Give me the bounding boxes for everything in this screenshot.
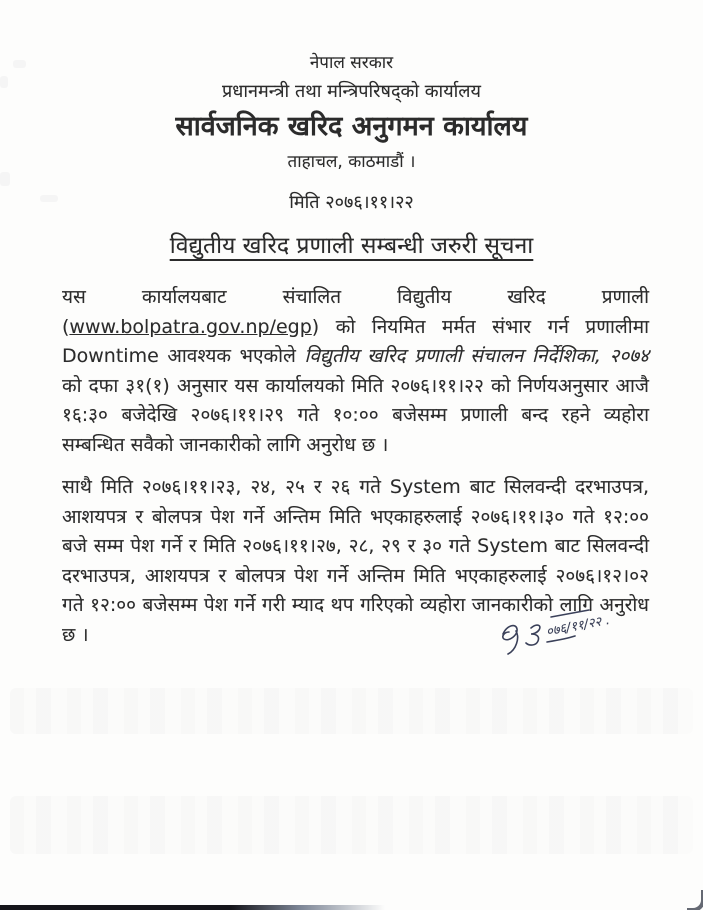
scan-corner-artifact — [687, 890, 703, 910]
scan-smudge — [13, 60, 26, 68]
signature-scribble-icon — [489, 598, 669, 662]
scan-smudge — [0, 76, 8, 88]
parent-office-name: प्रधानमन्त्री तथा मन्त्रिपरिषद्को कार्यालय — [222, 81, 481, 102]
paragraph-segment: विद्युतीय खरिद प्रणाली संचालन निर्देशिका, २०७४ — [304, 345, 650, 367]
bleed-through-band — [10, 688, 693, 734]
notice-paragraph-1 — [62, 283, 649, 460]
paragraph-segment: ) को नियमित मर्मत संभार गर्न प्रणालीमा Downtime आवश्यक भएकोले — [62, 315, 649, 367]
scan-smudge — [0, 172, 10, 186]
paragraph-segment: यस कार्यालयबाट संचालित विद्युतीय खरिद प्रणाली ( — [62, 286, 649, 338]
government-name: नेपाल सरकार — [309, 53, 394, 73]
bleed-through-band — [10, 796, 693, 854]
signature-date: ०७६/११/२२ . — [544, 612, 611, 640]
paragraph-segment: को दफा ३१(१) अनुसार यस कार्यालयको मिति २०७६।११।२२ को निर्णयअनुसार आजै १६:३० बजेदेखि २०७६।११।२९ गते १०:०० बजेसम्म प्रणाली बन्द रहने व्यहोरा सम्बन्धित सवैको जानकारीको लागि अनुरोध छ । — [62, 374, 649, 456]
notice-date: मिति २०७६।११।२२ — [289, 192, 414, 213]
scan-smudge — [40, 195, 58, 202]
office-address: ताहाचल, काठमाडौं । — [287, 152, 416, 172]
notice-title: विद्युतीय खरिद प्रणाली सम्बन्धी जरुरी सूचना — [169, 233, 534, 259]
paragraph-segment: www.bolpatra.gov.np/egp — [69, 315, 312, 338]
signature-handwriting — [489, 598, 669, 662]
office-name: सार्वजनिक खरिद अनुगमन कार्यालय — [175, 111, 528, 142]
notice-paragraph-2: साथै मिति २०७६।११।२३, २४, २५ र २६ गते System बाट सिलवन्दी दरभाउपत्र, आशयपत्र र बोलपत्र पेश गर्ने अन्तिम मिति भएकाहरुलाई २०७६।११।३० गते १२:०० बजे सम्म पेश गर्ने र मिति २०७६।११।२७, २८, २९ र ३० गते System बाट सिलवन्दी दरभाउपत्र, आशयपत्र र बोलपत्र पेश गर्ने अन्तिम मिति भएकाहरुलाई २०७६।१२।०२ गते १२:०० बजेसम्म पेश गर्ने गरी म्याद थप गरिएको व्यहोरा जानकारीको लागि अनुरोध छ । — [62, 476, 649, 646]
scan-edge-artifact — [0, 905, 385, 910]
letterhead — [0, 0, 703, 178]
